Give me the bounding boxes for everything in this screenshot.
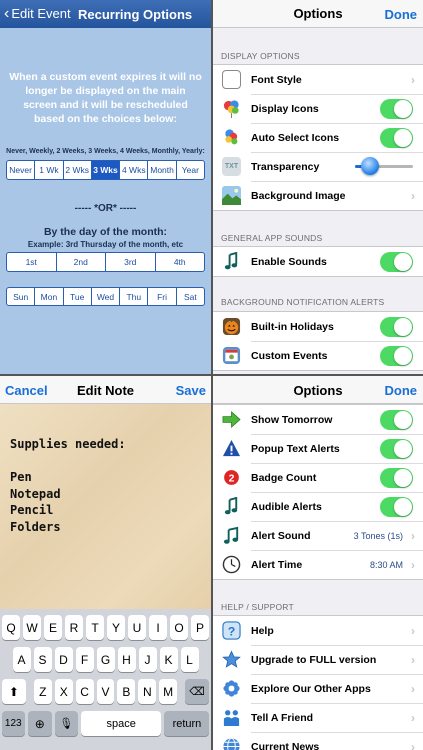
globe-key[interactable]	[28, 711, 52, 736]
globe-icon: ⊕	[34, 716, 45, 731]
key-f[interactable]: F	[76, 647, 94, 672]
chevron-right-icon: ›	[411, 653, 415, 667]
keyboard	[0, 609, 211, 750]
option-label: Help	[251, 624, 274, 637]
display-options-group	[213, 64, 423, 211]
shift-key[interactable]	[2, 679, 27, 704]
interval-option-2-wks[interactable]: 2 Wks	[64, 161, 92, 179]
option-row-upgrade-to-full-version[interactable]	[213, 645, 423, 674]
dictation-key[interactable]	[55, 711, 79, 736]
numbers-key[interactable]: 123	[2, 711, 26, 736]
option-row-transparency[interactable]	[213, 152, 423, 181]
ordinal-option-2nd[interactable]: 2nd	[57, 253, 107, 271]
option-row-font-style[interactable]	[213, 65, 423, 94]
key-c[interactable]: C	[76, 679, 94, 704]
option-row-enable-sounds[interactable]	[213, 247, 423, 276]
music-note-icon	[222, 252, 241, 271]
option-row-custom-events[interactable]	[213, 341, 423, 370]
key-s[interactable]: S	[34, 647, 52, 672]
key-v[interactable]: V	[97, 679, 115, 704]
recurring-message: When a custom event expires it will no longer be displayed on the main screen and it will be rescheduled based on the choices below:	[9, 71, 202, 125]
note-paper[interactable]	[0, 404, 211, 635]
chevron-right-icon: ›	[411, 711, 415, 725]
chevron-right-icon: ›	[411, 189, 415, 203]
txt-icon: TXT	[222, 157, 241, 176]
key-p[interactable]: P	[191, 615, 209, 640]
backspace-icon: ⌫	[189, 686, 205, 698]
note-line: Notepad	[10, 486, 61, 501]
option-value: 3 Tones (1s)	[353, 530, 403, 541]
chevron-right-icon: ›	[411, 624, 415, 638]
key-i[interactable]: I	[149, 615, 167, 640]
weekday-option-sun[interactable]: Sun	[7, 288, 35, 305]
edit-note-title: Edit Note	[76, 383, 135, 398]
option-label: Enable Sounds	[251, 255, 327, 268]
key-x[interactable]: X	[55, 679, 73, 704]
weekday-option-fri[interactable]: Fri	[148, 288, 176, 305]
badge-icon	[222, 468, 241, 487]
key-w[interactable]: W	[23, 615, 41, 640]
edit-note-navbar	[0, 376, 211, 404]
option-row-show-tomorrow[interactable]	[213, 405, 423, 434]
notification-alerts-group	[213, 311, 423, 371]
svg-text:?: ?	[227, 624, 236, 639]
space-key[interactable]: space	[81, 711, 161, 736]
recurring-navbar	[0, 0, 211, 28]
chevron-right-icon: ›	[411, 558, 415, 572]
toggle-switch-custom-events[interactable]	[380, 346, 413, 366]
keyboard-row-3	[0, 679, 211, 704]
option-label: Alert Time	[251, 558, 303, 571]
toggle-switch-display-icons[interactable]	[380, 99, 413, 119]
option-row-built-in-holidays[interactable]	[213, 312, 423, 341]
option-row-alert-time[interactable]	[213, 550, 423, 579]
arrow-right-icon	[222, 410, 241, 429]
interval-option-4-wks[interactable]: 4 Wks	[120, 161, 148, 179]
ordinal-option-3rd[interactable]: 3rd	[106, 253, 156, 271]
help-support-header: HELP / SUPPORT	[221, 602, 294, 612]
note-line: Pencil	[10, 503, 54, 517]
option-label: Popup Text Alerts	[251, 442, 340, 455]
option-row-explore-our-other-apps[interactable]	[213, 674, 423, 703]
edit-note-panel	[0, 376, 211, 750]
app-sounds-group	[213, 246, 423, 277]
keyboard-row-4	[0, 711, 211, 736]
interval-option-never[interactable]: Never	[7, 161, 35, 179]
transparency-slider[interactable]	[355, 165, 413, 168]
music-note-icon	[222, 497, 241, 516]
option-label: Transparency	[251, 160, 320, 173]
cancel-button[interactable]: Cancel	[5, 383, 48, 398]
options-panel-bottom	[213, 376, 423, 750]
option-label: Font Style	[251, 73, 302, 86]
display-options-header: DISPLAY OPTIONS	[221, 51, 300, 61]
key-z[interactable]: Z	[34, 679, 52, 704]
option-row-auto-select-icons[interactable]	[213, 123, 423, 152]
options-title-bottom: Options	[293, 383, 343, 398]
options-panel-top	[213, 0, 423, 374]
balloons-select-icon	[222, 128, 241, 147]
landscape-icon	[222, 186, 241, 205]
key-b[interactable]: B	[117, 679, 135, 704]
option-row-tell-a-friend[interactable]	[213, 703, 423, 732]
weekday-option-tue[interactable]: Tue	[64, 288, 92, 305]
key-k[interactable]: K	[160, 647, 178, 672]
interval-option-month[interactable]: Month	[148, 161, 176, 179]
toggle-switch-audible-alerts[interactable]	[380, 497, 413, 517]
key-e[interactable]: E	[44, 615, 62, 640]
option-row-display-icons[interactable]	[213, 94, 423, 123]
toggle-switch-show-tomorrow[interactable]	[380, 410, 413, 430]
weekday-option-mon[interactable]: Mon	[35, 288, 63, 305]
svg-text:2: 2	[228, 473, 235, 485]
key-m[interactable]: M	[159, 679, 177, 704]
interval-option-1-wk[interactable]: 1 Wk	[35, 161, 63, 179]
key-t[interactable]: T	[86, 615, 104, 640]
weekday-option-sat[interactable]: Sat	[183, 291, 197, 302]
option-row-help[interactable]	[213, 616, 423, 645]
option-label: Display Icons	[251, 102, 319, 115]
option-label: Badge Count	[251, 471, 317, 484]
warning-icon	[222, 439, 241, 458]
weekday-option-thu[interactable]: Thu	[120, 288, 148, 305]
back-label: Edit Event	[11, 6, 71, 21]
chevron-left-icon: ‹	[4, 5, 10, 22]
recurring-options-panel	[0, 0, 211, 374]
interval-caption: Never, Weekly, 2 Weeks, 3 Weeks, 4 Weeks, Monthly, Yearly:	[6, 148, 205, 155]
slider-knob[interactable]	[361, 157, 379, 175]
toggle-switch-auto-select-icons[interactable]	[380, 128, 413, 148]
option-row-alert-sound[interactable]	[213, 521, 423, 550]
ordinal-segmented-control	[6, 252, 205, 272]
shift-arrow-icon: ⬆	[8, 684, 19, 699]
key-r[interactable]: R	[65, 615, 83, 640]
flower-icon	[222, 679, 241, 698]
note-line: Pen	[10, 470, 32, 484]
option-label: Show Tomorrow	[251, 413, 333, 426]
option-label: Current News	[251, 740, 320, 750]
option-label: Background Image	[251, 189, 346, 202]
done-button[interactable]: Done	[384, 7, 417, 22]
option-label: Alert Sound	[251, 529, 311, 542]
ordinal-option-1st[interactable]: 1st	[7, 253, 57, 271]
key-h[interactable]: H	[118, 647, 136, 672]
people-icon	[222, 708, 241, 727]
example-label: Example: 3rd Thursday of the month, etc	[27, 240, 184, 249]
calendar-icon	[222, 346, 241, 365]
options-title: Options	[293, 6, 343, 21]
pumpkin-icon	[222, 317, 241, 336]
options-navbar-top	[213, 0, 423, 28]
note-text-area[interactable]	[10, 436, 126, 535]
help-support-group	[213, 615, 423, 750]
options-navbar-bottom	[213, 376, 423, 404]
toggle-switch-enable-sounds[interactable]	[380, 252, 413, 272]
delete-key[interactable]	[185, 679, 210, 704]
star-icon	[222, 650, 241, 669]
note-line	[10, 453, 126, 470]
option-row-badge-count[interactable]	[213, 463, 423, 492]
interval-segmented-control	[6, 160, 205, 180]
key-d[interactable]: D	[55, 647, 73, 672]
interval-option-year[interactable]: Year	[181, 165, 199, 175]
alert-options-group	[213, 404, 423, 580]
option-label: Upgrade to FULL version	[251, 653, 377, 666]
option-label: Built-in Holidays	[251, 320, 334, 333]
chevron-right-icon: ›	[411, 73, 415, 87]
globe-icon	[222, 737, 241, 750]
clock-icon	[222, 555, 241, 574]
chevron-right-icon: ›	[411, 529, 415, 543]
key-u[interactable]: U	[128, 615, 146, 640]
recurring-title: Recurring Options	[78, 7, 193, 22]
option-label: Custom Events	[251, 349, 328, 362]
key-y[interactable]: Y	[107, 615, 125, 640]
key-g[interactable]: G	[97, 647, 115, 672]
option-label: Audible Alerts	[251, 500, 322, 513]
notification-alerts-header: BACKGROUND NOTIFICATION ALERTS	[221, 297, 385, 307]
music-notes-icon	[222, 526, 241, 545]
or-divider: ----- *OR* -----	[74, 203, 137, 214]
option-row-current-news[interactable]	[213, 732, 423, 750]
microphone-icon: 🎙	[59, 718, 74, 730]
key-a[interactable]: A	[13, 647, 31, 672]
key-n[interactable]: N	[138, 679, 156, 704]
note-line: Supplies needed:	[10, 437, 126, 451]
option-row-background-image[interactable]	[213, 181, 423, 210]
option-row-audible-alerts[interactable]	[213, 492, 423, 521]
font-letter-icon: A	[222, 70, 241, 89]
key-o[interactable]: O	[170, 615, 188, 640]
save-button[interactable]: Save	[175, 383, 206, 398]
balloons-icon	[222, 99, 241, 118]
ordinal-option-4th[interactable]: 4th	[173, 257, 186, 267]
question-icon	[222, 621, 241, 640]
key-l[interactable]: L	[181, 647, 199, 672]
toggle-switch-popup-text-alerts[interactable]	[380, 439, 413, 459]
done-button-bottom[interactable]: Done	[384, 383, 417, 398]
weekday-segmented-control	[6, 287, 205, 306]
weekday-option-wed[interactable]: Wed	[92, 288, 120, 305]
app-sounds-header: GENERAL APP SOUNDS	[221, 233, 323, 243]
key-j[interactable]: J	[139, 647, 157, 672]
option-label: Tell A Friend	[251, 711, 314, 724]
key-q[interactable]: Q	[2, 615, 20, 640]
note-line: Folders	[10, 519, 61, 534]
keyboard-row-2	[0, 647, 211, 672]
toggle-switch-built-in-holidays[interactable]	[380, 317, 413, 337]
option-value: 8:30 AM	[369, 559, 403, 570]
chevron-right-icon: ›	[411, 740, 415, 750]
option-label: Auto Select Icons	[251, 131, 340, 144]
option-label: Explore Our Other Apps	[251, 682, 371, 695]
option-row-popup-text-alerts[interactable]	[213, 434, 423, 463]
chevron-right-icon: ›	[411, 682, 415, 696]
keyboard-row-1	[0, 615, 211, 640]
return-key[interactable]: return	[164, 711, 209, 736]
edit-event-back-button[interactable]	[4, 6, 71, 21]
interval-option-3-wks[interactable]: 3 Wks	[92, 161, 120, 179]
by-day-label: By the day of the month:	[43, 226, 168, 238]
toggle-switch-badge-count[interactable]	[380, 468, 413, 488]
